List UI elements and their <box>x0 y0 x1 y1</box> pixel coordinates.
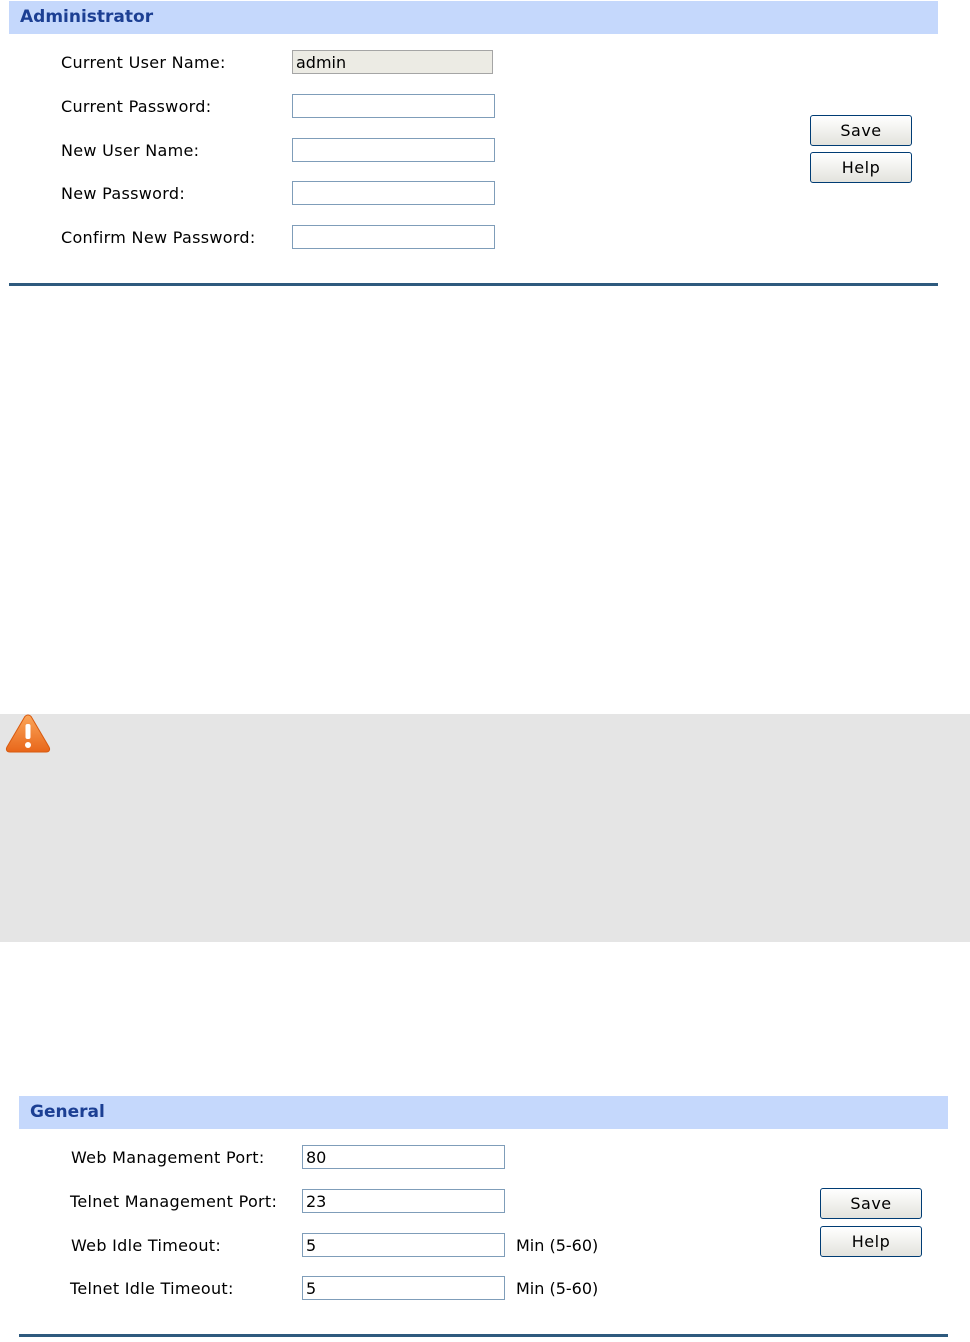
new-user-name-field[interactable] <box>292 138 495 162</box>
help-button[interactable]: Help <box>810 152 912 183</box>
save-button[interactable]: Save <box>820 1188 922 1219</box>
notice-box <box>0 714 970 942</box>
administrator-panel <box>9 1 938 287</box>
confirm-new-password-label: Confirm New Password: <box>61 228 256 247</box>
telnet-management-port-label: Telnet Management Port: <box>70 1192 278 1211</box>
administrator-panel-title: Administrator <box>9 1 938 34</box>
web-idle-timeout-unit: Min (5-60) <box>516 1236 599 1255</box>
general-panel <box>19 1096 948 1342</box>
web-idle-timeout-label: Web Idle Timeout: <box>71 1236 222 1255</box>
new-user-name-label: New User Name: <box>61 141 200 160</box>
telnet-management-port-field[interactable] <box>302 1189 505 1213</box>
general-panel-title: General <box>19 1096 948 1129</box>
web-management-port-label: Web Management Port: <box>71 1148 265 1167</box>
telnet-idle-timeout-unit: Min (5-60) <box>516 1279 599 1298</box>
warning-icon <box>4 712 52 754</box>
administrator-panel-divider <box>9 283 938 286</box>
current-user-name-label: Current User Name: <box>61 53 226 72</box>
telnet-idle-timeout-label: Telnet Idle Timeout: <box>70 1279 234 1298</box>
web-management-port-field[interactable] <box>302 1145 505 1169</box>
save-button[interactable]: Save <box>810 115 912 146</box>
telnet-idle-timeout-field[interactable] <box>302 1276 505 1300</box>
general-panel-divider <box>19 1334 948 1337</box>
current-password-label: Current Password: <box>61 97 212 116</box>
new-password-label: New Password: <box>61 184 186 203</box>
current-password-field[interactable] <box>292 94 495 118</box>
web-idle-timeout-field[interactable] <box>302 1233 505 1257</box>
confirm-new-password-field[interactable] <box>292 225 495 249</box>
current-user-name-field <box>292 50 493 74</box>
new-password-field[interactable] <box>292 181 495 205</box>
help-button[interactable]: Help <box>820 1226 922 1257</box>
